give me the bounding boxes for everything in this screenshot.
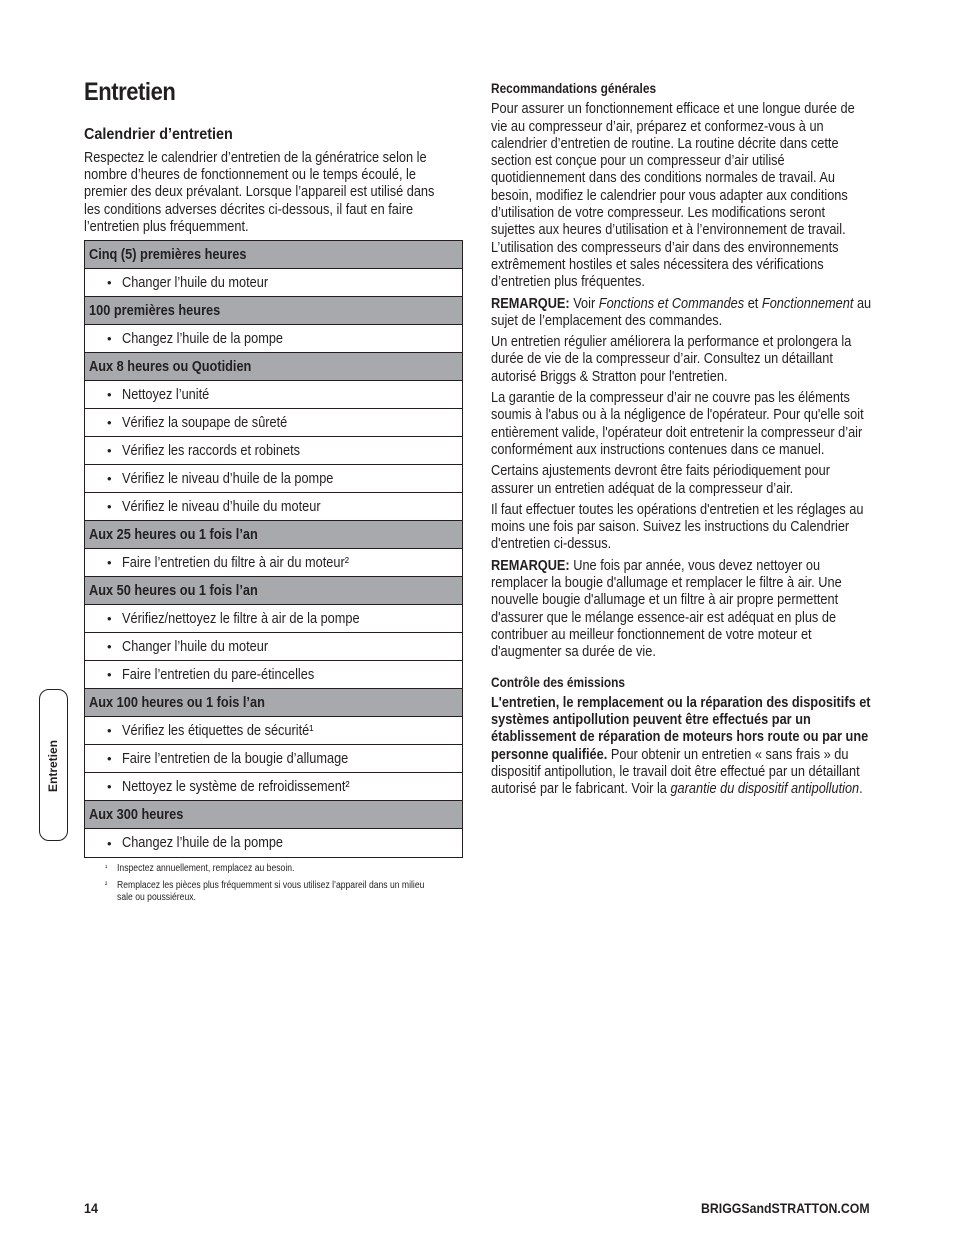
right-column [491, 80, 871, 803]
intro-paragraph: Respectez le calendrier d’entretien de la génératrice selon le nombre d’heures de fonctionnement ou le temps écoulé, le premier des deux prévalant. Lorsque l’appareil est utilisé dans les conditions adverses décrites ci-dessous, il faut en faire l’entretien plus fréquemment. [84, 150, 435, 235]
schedule-task-row [85, 745, 462, 773]
bullet-icon: • [107, 723, 112, 738]
website-url: BRIGGSandSTRATTON.COM [701, 1200, 870, 1216]
task-label: Vérifiez les raccords et robinets [122, 442, 301, 459]
note-label: REMARQUE: [491, 295, 570, 312]
schedule-task-row [85, 465, 462, 493]
task-label: Changer l’huile du moteur [122, 638, 269, 655]
task-label: Changez l’huile de la pompe [122, 330, 284, 347]
page-number: 14 [84, 1200, 99, 1216]
bullet-icon: • [107, 387, 112, 402]
bullet-icon: • [107, 331, 112, 346]
schedule-task-row [85, 773, 462, 801]
bullet-icon: • [107, 611, 112, 626]
section-title: Calendrier d’entretien [84, 126, 233, 143]
interval-label: Aux 25 heures ou 1 fois l’an [89, 526, 258, 543]
bullet-icon: • [107, 779, 112, 794]
emissions-heading: Contrôle des émissions [491, 674, 626, 690]
task-label: Faire l’entretien du filtre à air du moteur² [122, 554, 349, 571]
adjustments-paragraph: Certains ajustements devront être faits périodiquement pour assurer un entretien adéquat de la compresseur d’air. [491, 463, 831, 497]
interval-label: Aux 50 heures ou 1 fois l’an [89, 582, 258, 599]
schedule-task-row [85, 633, 462, 661]
bullet-icon: • [107, 751, 112, 766]
schedule-task-row [85, 661, 462, 689]
bullet-icon: • [107, 471, 112, 486]
footnote [105, 863, 440, 876]
general-recommendations-paragraph: Pour assurer un fonctionnement efficace et une longue durée de vie au compresseur d’air, préparez et conformez-vous à un calendrier d’entretien de routine. La routine décrite dans cette section est conçue pour un compresseur d’air utilisé quotidiennement dans des conditions normales de travail. Au besoin, modifiez le calendrier pour vous adapter aux conditions d’utilisation de votre compresseur. Les modifications seront sujettes aux heures d’utilisation et à l’environnement de travail. L’utilisation des compresseurs d’air dans des environnements extrêmement hostiles et sales nécessitera des vérifications d’entretien plus fréquentes. [491, 101, 855, 291]
schedule-interval-header [85, 353, 462, 381]
task-label: Vérifiez la soupape de sûreté [122, 414, 288, 431]
schedule-task-row [85, 409, 462, 437]
schedule-task-row [85, 381, 462, 409]
schedule-interval-header [85, 297, 462, 325]
side-tab-label: Entretien [46, 739, 60, 793]
schedule-interval-header [85, 689, 462, 717]
schedule-interval-header [85, 577, 462, 605]
footnote-mark: ² [105, 879, 108, 889]
schedule-task-row [85, 829, 462, 857]
regular-maintenance-paragraph: Un entretien régulier améliorera la performance et prolongera la durée de vie de la compresseur d’air. Consultez un détaillant autorisé Briggs & Stratton pour l'entretien. [491, 334, 852, 385]
schedule-task-row [85, 437, 462, 465]
general-recommendations-heading: Recommandations générales [491, 81, 657, 96]
note-label: REMARQUE: [491, 557, 570, 574]
link-emissions-warranty: garantie du dispositif antipollution [670, 781, 860, 798]
bullet-icon: • [107, 275, 112, 290]
bullet-icon: • [107, 443, 112, 458]
footnote-text: Remplacez les pièces plus fréquemment si vous utilisez l’appareil dans un milieu sale ou poussiéreux. [117, 879, 425, 903]
link-operation: Fonctionnement [761, 295, 854, 312]
schedule-task-row [85, 493, 462, 521]
maintenance-schedule-table [84, 240, 463, 858]
task-label: Nettoyez le système de refroidissement² [122, 778, 350, 795]
footnotes [105, 863, 440, 909]
schedule-task-row [85, 325, 462, 353]
warranty-paragraph: La garantie de la compresseur d’air ne couvre pas les éléments soumis à l'abus ou à la négligence de l'opérateur. Pour qu'elle soit entièrement valide, l'opérateur doit entretenir la compresseur d’air conformément aux instructions contenues dans ce manuel. [491, 390, 864, 458]
bullet-icon: • [107, 835, 112, 851]
schedule-interval-header [85, 801, 462, 829]
schedule-task-row [85, 605, 462, 633]
interval-label: 100 premières heures [89, 302, 221, 319]
page-title: Entretien [84, 78, 176, 106]
task-label: Vérifiez le niveau d’huile du moteur [122, 498, 321, 515]
link-features-controls: Fonctions et Commandes [598, 295, 745, 312]
schedule-task-row [85, 717, 462, 745]
task-label: Nettoyez l’unité [122, 386, 210, 403]
footnote-text: Inspectez annuellement, remplacez au besoin. [117, 863, 295, 874]
task-label: Changer l’huile du moteur [122, 274, 269, 291]
task-label: Faire l’entretien de la bougie d’allumage [122, 750, 349, 767]
task-label: Changez l’huile de la pompe [122, 835, 284, 851]
task-label: Faire l’entretien du pare-étincelles [122, 666, 315, 683]
task-label: Vérifiez/nettoyez le filtre à air de la pompe [122, 610, 360, 627]
task-label: Vérifiez les étiquettes de sécurité¹ [122, 722, 314, 739]
bullet-icon: • [107, 415, 112, 430]
bullet-icon: • [107, 499, 112, 514]
bullet-icon: • [107, 667, 112, 682]
bullet-icon: • [107, 555, 112, 570]
schedule-task-row [85, 269, 462, 297]
schedule-interval-header [85, 241, 462, 269]
interval-label: Aux 8 heures ou Quotidien [89, 358, 252, 375]
interval-label: Aux 100 heures ou 1 fois l’an [89, 694, 265, 711]
interval-label: Aux 300 heures [89, 806, 184, 823]
interval-label: Cinq (5) premières heures [89, 246, 247, 263]
emissions-paragraph: L'entretien, le remplacement ou la réparation des dispositifs et systèmes antipollution peuvent être effectués par un établissement de réparation de moteurs hors route ou par une personne qualifiée. Pour obtenir un entretien « sans frais » du dispositif antipollution, le travail doit être effectué par un détaillant autorisé par le fabricant. Voir la garantie du dispositif antipollution. [491, 694, 871, 798]
note-controls: REMARQUE: Voir Fonctions et Commandes et Fonctionnement au sujet de l’emplacement des commandes. [491, 295, 872, 329]
schedule-interval-header [85, 521, 462, 549]
footnote-mark: ¹ [105, 863, 108, 872]
schedule-task-row [85, 549, 462, 577]
note-spark-plug: REMARQUE: Une fois par année, vous devez nettoyer ou remplacer la bougie d'allumage et remplacer le filtre à air. Une nouvelle bougie d'allumage et un filtre à air propre permettent d'assurer que le mélange essence-air est adéquat en plus de contribuer au meilleur fonctionnement de votre moteur et d'augmenter sa durée de vie. [491, 557, 842, 661]
footnote [105, 880, 440, 905]
task-label: Vérifiez le niveau d’huile de la pompe [122, 470, 334, 487]
bullet-icon: • [107, 639, 112, 654]
seasonal-paragraph: Il faut effectuer toutes les opérations d'entretien et les réglages au moins une fois par saison. Suivez les instructions du Calendrier d'entretien ci-dessus. [491, 501, 864, 553]
